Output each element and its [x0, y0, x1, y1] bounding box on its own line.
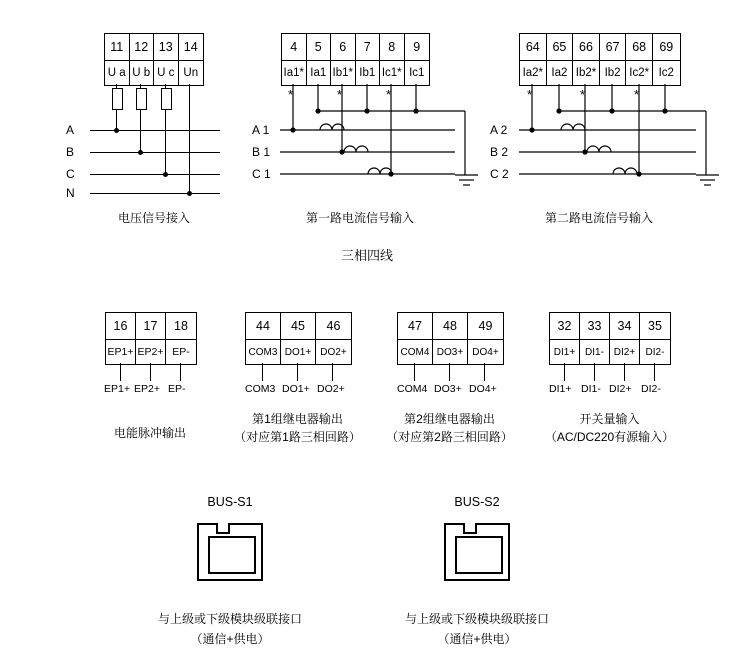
phase-label-c: C: [66, 167, 75, 181]
terminal-signal: DI1+: [550, 340, 580, 364]
di-wire-2: [594, 363, 595, 381]
terminal-signal: Ib1*: [331, 61, 356, 85]
relay2-terminal-block: [397, 312, 504, 365]
relay1-wire-2: [297, 363, 298, 381]
relay1-wire-label-3: DO2+: [317, 383, 345, 395]
rj45-notch-icon: [216, 523, 230, 534]
terminal-signal: DO1+: [281, 340, 316, 364]
rj45-inner-icon: [455, 536, 503, 574]
di-caption-line1: 开关量输入: [579, 412, 640, 426]
bus-s1-rj45-connector[interactable]: [197, 523, 263, 581]
terminal-number: 48: [433, 313, 468, 339]
terminal-signal: Ia2*: [520, 61, 547, 85]
rj45-notch-icon: [463, 523, 477, 534]
terminal-signal: DO4+: [472, 346, 499, 358]
terminal-number: 69: [659, 40, 674, 54]
di-wire-4: [654, 363, 655, 381]
pulse-wire-label-2: EP2+: [134, 383, 160, 395]
polarity-mark: *: [386, 87, 392, 102]
relay2-wire-2: [449, 363, 450, 381]
terminal-number: 11: [105, 34, 130, 60]
terminal-number: 5: [307, 34, 332, 60]
relay1-wire-label-1: COM3: [245, 383, 276, 395]
terminal-number: 18: [174, 319, 188, 333]
relay2-wire-3: [484, 363, 485, 381]
terminal-signal: EP1+: [106, 340, 136, 364]
terminal-number: 67: [600, 34, 627, 60]
relay2-wire-label-1: COM4: [397, 383, 428, 395]
terminal-signal: Ic1*: [380, 61, 405, 85]
current1-phase-label-b: B 1: [252, 145, 271, 159]
terminal-signal: EP-: [172, 346, 190, 358]
terminal-number: 47: [398, 313, 433, 339]
terminal-number: 44: [246, 313, 281, 339]
terminal-number: 32: [550, 313, 580, 339]
terminal-number: 35: [648, 319, 662, 333]
terminal-signal: Ia2: [547, 61, 574, 85]
pulse-wire-1: [120, 363, 121, 381]
terminal-signal: COM3: [246, 340, 281, 364]
current2-block-caption: 第二路电流信号输入: [544, 211, 653, 225]
current1-block-caption: 第一路电流信号输入: [305, 211, 414, 225]
terminal-number: 17: [136, 313, 166, 339]
current2-phase-label-a: A 2: [490, 123, 508, 137]
current1-phase-label-c: C 1: [252, 167, 271, 181]
di-wire-label-1: DI1+: [549, 383, 572, 395]
bus-s2-caption-line1: 与上级或下级模块级联接口: [404, 612, 549, 626]
terminal-signal: Un: [183, 67, 199, 79]
polarity-mark: *: [527, 87, 533, 102]
terminal-number: 49: [478, 319, 493, 333]
terminal-number: 6: [331, 34, 356, 60]
terminal-number: 12: [130, 34, 155, 60]
bus-s1-caption-line1: 与上级或下级模块级联接口: [157, 612, 302, 626]
polarity-mark: *: [580, 87, 586, 102]
pulse-terminal-block: [105, 312, 197, 365]
pulse-wire-3: [180, 363, 181, 381]
rj45-inner-icon: [208, 536, 256, 574]
terminal-number: 46: [326, 319, 341, 333]
terminal-number: 33: [580, 313, 610, 339]
terminal-number: 64: [520, 34, 547, 60]
relay2-wire-1: [414, 363, 415, 381]
relay1-wire-1: [262, 363, 263, 381]
terminal-signal: DI2-: [645, 346, 665, 358]
terminal-signal: Ia1*: [282, 61, 307, 85]
polarity-mark: *: [634, 87, 640, 102]
terminal-signal: DI2+: [610, 340, 640, 364]
relay2-caption-line1: 第2组继电器输出: [404, 412, 495, 426]
di-caption-line2: （AC/DC220有源输入）: [544, 430, 675, 444]
bus-s2-rj45-connector[interactable]: [444, 523, 510, 581]
bus-s1-title: BUS-S1: [207, 495, 253, 509]
pulse-wire-label-1: EP1+: [104, 383, 130, 395]
terminal-signal: DO3+: [433, 340, 468, 364]
di-wire-label-4: DI2-: [641, 383, 661, 395]
di-terminal-block: [549, 312, 671, 365]
terminal-signal: DI1-: [580, 340, 610, 364]
voltage-block-caption: 电压信号接入: [117, 211, 190, 225]
current2-phase-label-c: C 2: [490, 167, 509, 181]
terminal-signal: Ic1: [409, 67, 425, 79]
terminal-number: 16: [106, 313, 136, 339]
current1-phase-label-a: A 1: [252, 123, 270, 137]
di-wire-label-2: DI1-: [581, 383, 601, 395]
relay2-caption-line2: （对应第2路三相回路）: [386, 430, 513, 444]
terminal-number: 9: [413, 40, 421, 54]
pulse-block-caption: 电能脉冲输出: [113, 426, 186, 440]
terminal-number: 4: [282, 34, 307, 60]
relay1-caption-line2: （对应第1路三相回路）: [234, 430, 361, 444]
terminal-signal: U c: [154, 61, 179, 85]
terminal-signal: Ia1: [307, 61, 332, 85]
terminal-signal: Ic2: [658, 67, 674, 79]
bus-s2-caption-line2: （通信+供电）: [437, 632, 517, 646]
terminal-signal: U a: [105, 61, 130, 85]
diagram-title: 三相四线: [340, 248, 393, 263]
terminal-number: 13: [154, 34, 179, 60]
terminal-number: 66: [573, 34, 600, 60]
bus-s1-caption-line2: （通信+供电）: [190, 632, 270, 646]
polarity-mark: *: [337, 87, 343, 102]
relay1-caption-line1: 第1组继电器输出: [252, 412, 343, 426]
polarity-mark: *: [288, 87, 294, 102]
pulse-wire-label-3: EP-: [168, 383, 186, 395]
di-wire-label-3: DI2+: [609, 383, 632, 395]
relay2-wire-label-2: DO3+: [434, 383, 462, 395]
terminal-number: 45: [281, 313, 316, 339]
relay1-terminal-block: [245, 312, 352, 365]
terminal-number: 14: [183, 40, 198, 54]
terminal-signal: Ib1: [356, 61, 381, 85]
di-wire-1: [564, 363, 565, 381]
phase-label-a: A: [66, 123, 75, 137]
terminal-signal: DO2+: [320, 346, 347, 358]
terminal-signal: Ib2: [600, 61, 627, 85]
terminal-signal: Ib2*: [573, 61, 600, 85]
terminal-signal: U b: [130, 61, 155, 85]
terminal-signal: COM4: [398, 340, 433, 364]
relay1-wire-3: [332, 363, 333, 381]
terminal-number: 68: [626, 34, 653, 60]
phase-label-n: N: [66, 186, 75, 200]
terminal-number: 8: [380, 34, 405, 60]
terminal-signal: Ic2*: [626, 61, 653, 85]
relay1-wire-label-2: DO1+: [282, 383, 310, 395]
pulse-wire-2: [150, 363, 151, 381]
di-wire-3: [624, 363, 625, 381]
bus-s2-title: BUS-S2: [454, 495, 500, 509]
terminal-number: 65: [547, 34, 574, 60]
terminal-number: 7: [356, 34, 381, 60]
current2-phase-label-b: B 2: [490, 145, 509, 159]
phase-label-b: B: [66, 145, 75, 159]
relay2-wire-label-3: DO4+: [469, 383, 497, 395]
terminal-signal: EP2+: [136, 340, 166, 364]
terminal-number: 34: [610, 313, 640, 339]
